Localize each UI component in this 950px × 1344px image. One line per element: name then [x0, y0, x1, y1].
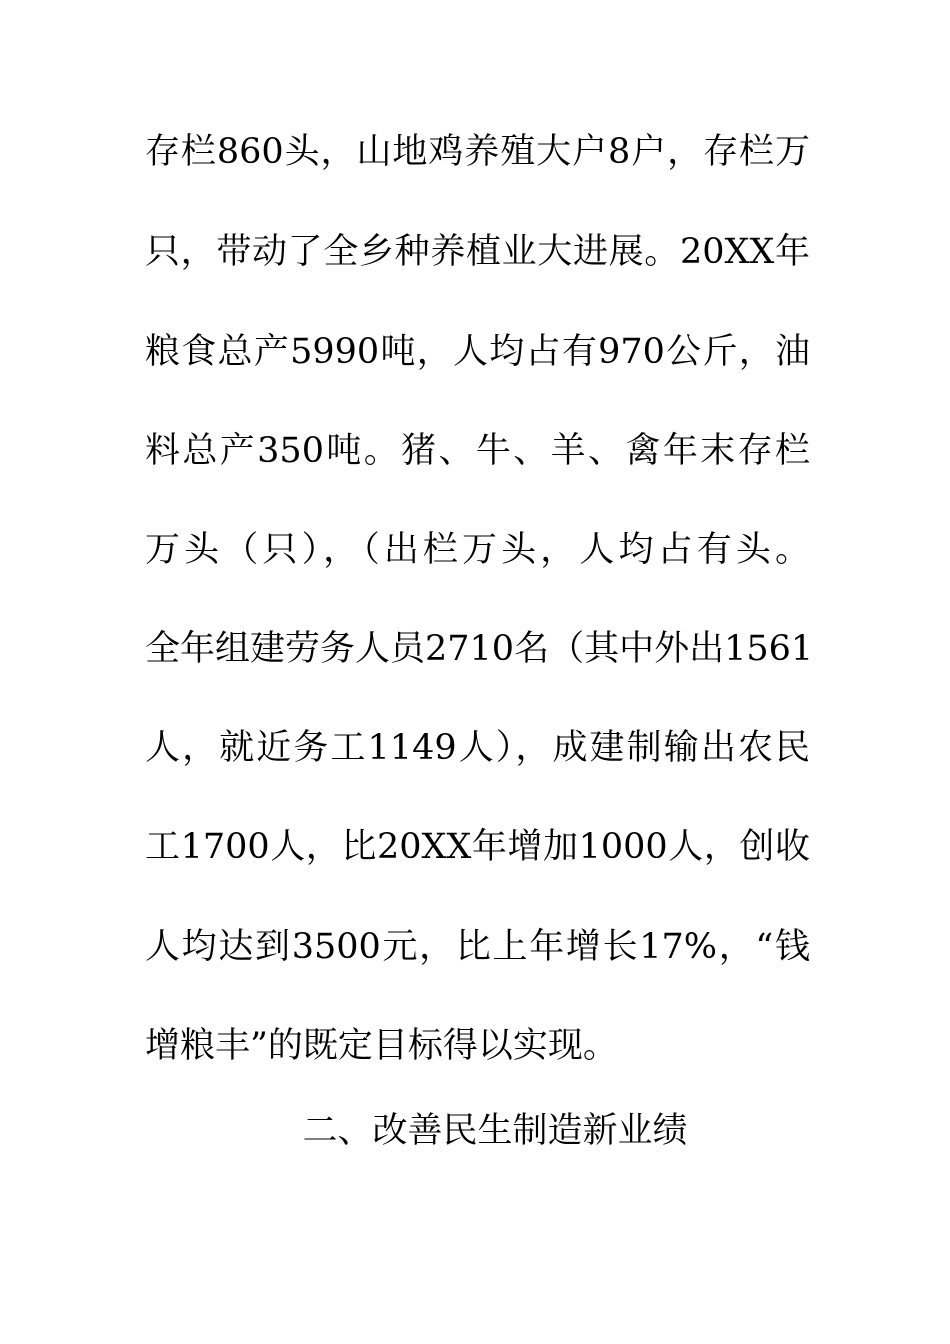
paragraph-line-7: 人，就近务工1149人），成建制输出农民	[145, 728, 810, 768]
paragraph-line-6: 全年组建劳务人员2710名（其中外出1561	[145, 629, 814, 669]
paragraph-line-3: 粮食总产5990吨，人均占有970公斤，油	[145, 332, 810, 372]
paragraph-line-2: 只，带动了全乡种养植业大进展。20XX年	[145, 232, 810, 272]
paragraph-line-4: 料总产350吨。猪、牛、羊、禽年末存栏	[145, 431, 810, 471]
section-heading: 二、改善民生制造新业绩	[302, 1111, 688, 1151]
paragraph-line-8: 工1700人，比20XX年增加1000人，创收	[145, 827, 810, 867]
paragraph-line-1: 存栏860头，山地鸡养殖大户8户，存栏万	[145, 132, 810, 172]
paragraph-line-10: 增粮丰”的既定目标得以实现。	[145, 1026, 618, 1066]
paragraph-line-5: 万头（只），（出栏万头，人均占有头。	[145, 530, 810, 570]
paragraph-line-9: 人均达到3500元，比上年增长17%，“钱	[145, 927, 810, 967]
